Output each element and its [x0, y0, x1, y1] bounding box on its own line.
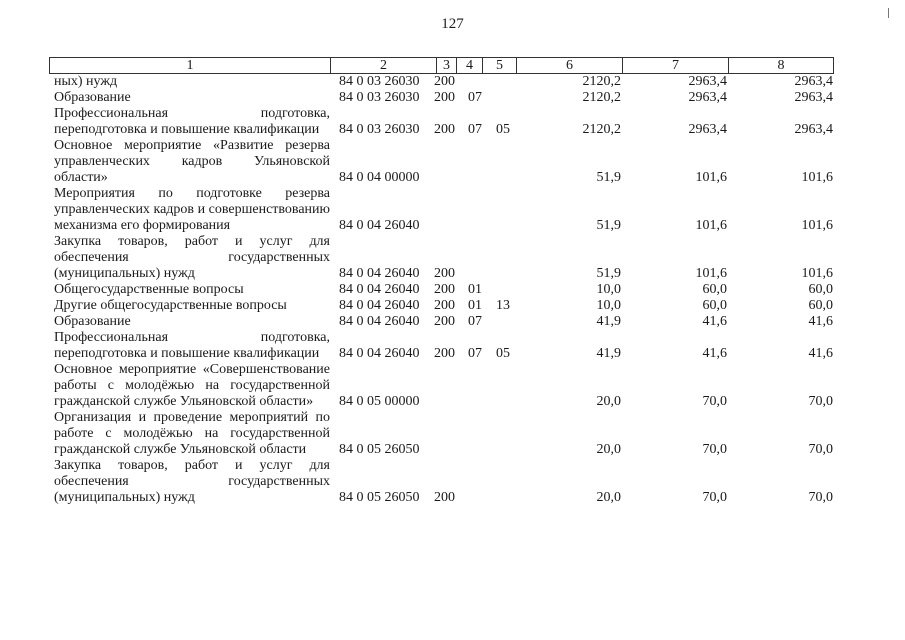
row-amount-3: 70,0	[808, 490, 833, 505]
row-rz: 07	[468, 122, 482, 137]
row-code: 84 0 03 26030	[339, 122, 420, 137]
table-row	[0, 362, 905, 410]
row-amount-2: 2963,4	[688, 90, 727, 105]
row-amount-2: 41,6	[702, 346, 727, 361]
table-row	[0, 458, 905, 506]
row-amount-2: 2963,4	[688, 74, 727, 89]
row-pr: 13	[496, 298, 510, 313]
row-rz: 07	[468, 346, 482, 361]
row-amount-1: 41,9	[596, 346, 621, 361]
table-row	[0, 314, 905, 330]
row-name: Закупка товаров, работ и услуг для обеспечения государственных (муниципальных) нужд	[54, 234, 330, 281]
row-amount-3: 60,0	[808, 282, 833, 297]
row-amount-3: 60,0	[808, 298, 833, 313]
table-row	[0, 234, 905, 282]
row-code: 84 0 05 26050	[339, 490, 420, 505]
row-pr: 05	[496, 122, 510, 137]
row-amount-2: 70,0	[702, 490, 727, 505]
row-name: Общегосударственные вопросы	[54, 282, 244, 297]
row-code: 84 0 03 26030	[339, 74, 420, 89]
row-amount-1: 10,0	[596, 282, 621, 297]
row-rz: 01	[468, 298, 482, 313]
table-header	[49, 57, 834, 74]
row-amount-1: 20,0	[596, 490, 621, 505]
table-row	[0, 410, 905, 458]
header-col-6: 6	[516, 57, 622, 74]
row-amount-1: 20,0	[596, 442, 621, 457]
row-amount-2: 70,0	[702, 442, 727, 457]
table-row	[0, 282, 905, 298]
row-pr: 05	[496, 346, 510, 361]
edge-mark	[888, 8, 889, 18]
header-col-3: 3	[436, 57, 456, 74]
table-row	[0, 138, 905, 186]
row-amount-1: 51,9	[596, 170, 621, 185]
row-code: 84 0 05 26050	[339, 442, 420, 457]
row-name: ных) нужд	[54, 74, 118, 89]
row-vr: 200	[434, 266, 455, 281]
row-code: 84 0 04 26040	[339, 282, 420, 297]
page-number: 127	[441, 16, 464, 32]
row-amount-3: 2963,4	[794, 122, 833, 137]
row-amount-3: 101,6	[801, 170, 833, 185]
table-row	[0, 106, 905, 138]
row-amount-3: 70,0	[808, 442, 833, 457]
row-vr: 200	[434, 298, 455, 313]
table-body	[0, 74, 905, 506]
row-code: 84 0 04 26040	[339, 266, 420, 281]
table-row	[0, 330, 905, 362]
row-code: 84 0 03 26030	[339, 90, 420, 105]
row-code: 84 0 04 26040	[339, 298, 420, 313]
row-amount-1: 41,9	[596, 314, 621, 329]
row-code: 84 0 04 00000	[339, 170, 420, 185]
row-amount-1: 2120,2	[582, 90, 621, 105]
row-code: 84 0 04 26040	[339, 314, 420, 329]
row-code: 84 0 05 00000	[339, 394, 420, 409]
header-col-4: 4	[456, 57, 482, 74]
row-amount-3: 2963,4	[794, 74, 833, 89]
row-vr: 200	[434, 90, 455, 105]
row-rz: 07	[468, 314, 482, 329]
row-amount-1: 20,0	[596, 394, 621, 409]
row-name: Основное мероприятие «Совершенствование работы с молодёжью на государственной гражданской службе Ульяновской области»	[54, 362, 330, 409]
row-amount-3: 41,6	[808, 346, 833, 361]
row-vr: 200	[434, 122, 455, 137]
table-row	[0, 90, 905, 106]
row-amount-3: 101,6	[801, 266, 833, 281]
row-amount-2: 70,0	[702, 394, 727, 409]
row-rz: 01	[468, 282, 482, 297]
row-vr: 200	[434, 74, 455, 89]
row-amount-1: 51,9	[596, 218, 621, 233]
row-vr: 200	[434, 490, 455, 505]
row-name: Другие общегосударственные вопросы	[54, 298, 287, 313]
row-amount-1: 2120,2	[582, 74, 621, 89]
row-name: Профессиональная подготовка, переподготовка и повышение квалификации	[54, 330, 330, 361]
row-amount-2: 101,6	[695, 170, 727, 185]
header-col-2: 2	[330, 57, 436, 74]
row-code: 84 0 04 26040	[339, 346, 420, 361]
row-amount-1: 10,0	[596, 298, 621, 313]
row-amount-2: 101,6	[695, 218, 727, 233]
row-name: Профессиональная подготовка, переподготовка и повышение квалификации	[54, 106, 330, 137]
row-name: Образование	[54, 314, 131, 329]
row-vr: 200	[434, 346, 455, 361]
row-amount-3: 70,0	[808, 394, 833, 409]
table-row	[0, 298, 905, 314]
row-vr: 200	[434, 314, 455, 329]
row-amount-2: 60,0	[702, 298, 727, 313]
header-col-5: 5	[482, 57, 516, 74]
row-amount-2: 41,6	[702, 314, 727, 329]
table-row	[0, 74, 905, 90]
row-amount-2: 101,6	[695, 266, 727, 281]
row-amount-3: 41,6	[808, 314, 833, 329]
row-name: Организация и проведение мероприятий по работе с молодёжью на государственной гражданской службе Ульяновской области	[54, 410, 330, 457]
row-amount-2: 60,0	[702, 282, 727, 297]
header-col-1: 1	[49, 57, 330, 74]
row-name: Основное мероприятие «Развитие резерва управленческих кадров Ульяновской области»	[54, 138, 330, 185]
row-amount-1: 2120,2	[582, 122, 621, 137]
row-name: Мероприятия по подготовке резерва управленческих кадров и совершенствованию механизма его формирования	[54, 186, 330, 233]
header-col-8: 8	[728, 57, 834, 74]
row-amount-2: 2963,4	[688, 122, 727, 137]
row-rz: 07	[468, 90, 482, 105]
row-name: Закупка товаров, работ и услуг для обеспечения государственных (муниципальных) нужд	[54, 458, 330, 505]
row-amount-1: 51,9	[596, 266, 621, 281]
row-amount-3: 2963,4	[794, 90, 833, 105]
row-name: Образование	[54, 90, 131, 105]
row-vr: 200	[434, 282, 455, 297]
header-col-7: 7	[622, 57, 728, 74]
row-amount-3: 101,6	[801, 218, 833, 233]
table-row	[0, 186, 905, 234]
row-code: 84 0 04 26040	[339, 218, 420, 233]
